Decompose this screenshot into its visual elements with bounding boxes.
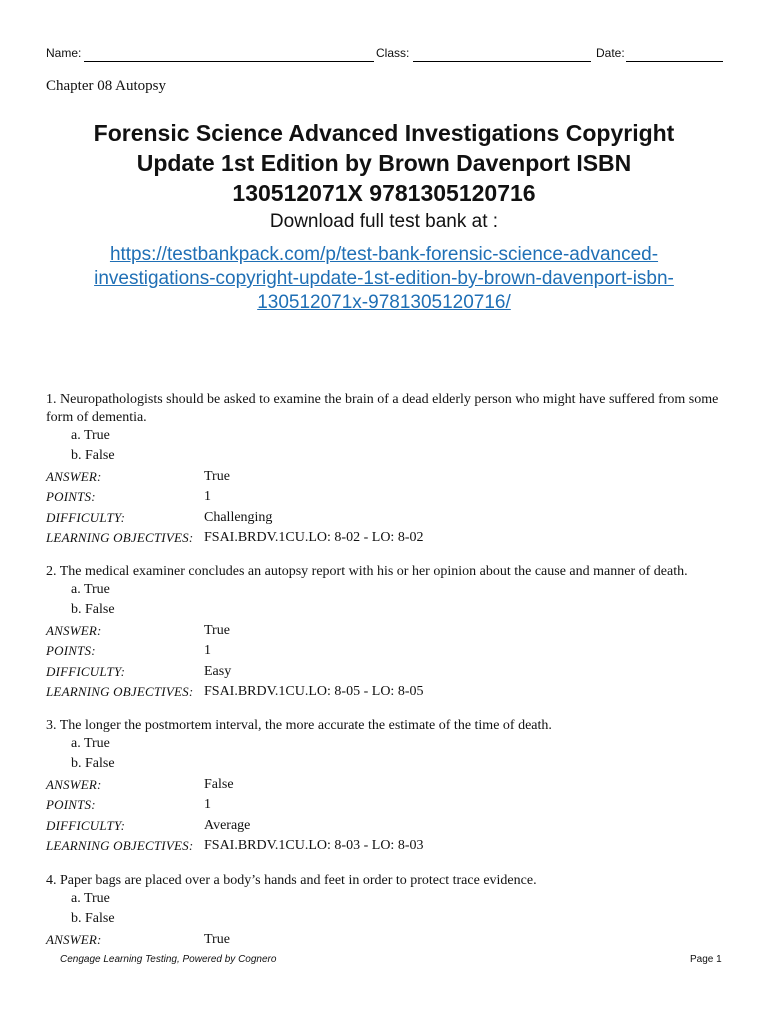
difficulty-label: DIFFICULTY: xyxy=(46,510,126,525)
answer-value: True xyxy=(204,932,230,947)
points-label: POINTS: xyxy=(46,489,96,504)
difficulty-value: Easy xyxy=(204,664,232,679)
download-text: Download full test bank at : xyxy=(269,211,499,232)
answer-value: True xyxy=(204,623,230,638)
date-label: Date: xyxy=(596,46,625,60)
answer-label: ANSWER: xyxy=(46,777,102,792)
difficulty-value: Average xyxy=(204,818,251,833)
question-1 xyxy=(46,391,726,551)
class-field-line[interactable] xyxy=(413,61,591,62)
question-text: 3. The longer the postmortem interval, the more accurate the estimate of the time of death. xyxy=(46,718,552,733)
points-label: POINTS: xyxy=(46,797,96,812)
choice-b: b. False xyxy=(71,602,115,617)
page-number: Page 1 xyxy=(690,954,722,965)
link-line[interactable]: 130512071x-9781305120716/ xyxy=(257,292,511,313)
points-value: 1 xyxy=(204,489,211,504)
objectives-label: LEARNING OBJECTIVES: xyxy=(46,684,194,699)
points-value: 1 xyxy=(204,643,211,658)
title-line: 130512071X 9781305120716 xyxy=(232,180,536,206)
document-title xyxy=(40,118,728,208)
difficulty-value: Challenging xyxy=(204,510,273,525)
objectives-label: LEARNING OBJECTIVES: xyxy=(46,530,194,545)
question-text: 2. The medical examiner concludes an autopsy report with his or her opinion about the cause and manner of death. xyxy=(46,564,688,579)
points-label: POINTS: xyxy=(46,643,96,658)
title-line: Update 1st Edition by Brown Davenport ISBN xyxy=(136,150,632,176)
points-value: 1 xyxy=(204,797,211,812)
answer-value: True xyxy=(204,469,230,484)
choice-a: a. True xyxy=(71,582,110,597)
student-info-row xyxy=(46,46,726,64)
question-2 xyxy=(46,563,726,703)
footer-credit: Cengage Learning Testing, Powered by Cognero xyxy=(60,954,277,965)
question-3 xyxy=(46,717,726,857)
objectives-value: FSAI.BRDV.1CU.LO: 8-02 - LO: 8-02 xyxy=(204,530,424,545)
objectives-value: FSAI.BRDV.1CU.LO: 8-05 - LO: 8-05 xyxy=(204,684,424,699)
test-bank-link[interactable] xyxy=(40,243,728,315)
difficulty-label: DIFFICULTY: xyxy=(46,664,126,679)
choice-a: a. True xyxy=(71,891,110,906)
question-4 xyxy=(46,872,726,952)
choice-a: a. True xyxy=(71,428,110,443)
question-text: 1. Neuropathologists should be asked to examine the brain of a dead elderly person who might have suffered from some form of dementia. xyxy=(46,392,719,425)
title-line: Forensic Science Advanced Investigations Copyright xyxy=(93,120,675,146)
choice-b: b. False xyxy=(71,911,115,926)
class-label: Class: xyxy=(376,46,410,60)
question-text: 4. Paper bags are placed over a body’s hands and feet in order to protect trace evidence. xyxy=(46,873,537,888)
difficulty-label: DIFFICULTY: xyxy=(46,818,126,833)
choice-b: b. False xyxy=(71,448,115,463)
chapter-heading: Chapter 08 Autopsy xyxy=(46,78,166,94)
choice-a: a. True xyxy=(71,736,110,751)
answer-label: ANSWER: xyxy=(46,932,102,947)
name-label: Name: xyxy=(46,46,82,60)
link-line[interactable]: investigations-copyright-update-1st-edition-by-brown-davenport-isbn- xyxy=(94,268,674,289)
answer-label: ANSWER: xyxy=(46,623,102,638)
objectives-value: FSAI.BRDV.1CU.LO: 8-03 - LO: 8-03 xyxy=(204,838,424,853)
name-field-line[interactable] xyxy=(84,61,374,62)
objectives-label: LEARNING OBJECTIVES: xyxy=(46,838,194,853)
choice-b: b. False xyxy=(71,756,115,771)
link-line[interactable]: https://testbankpack.com/p/test-bank-forensic-science-advanced- xyxy=(109,244,659,265)
answer-label: ANSWER: xyxy=(46,469,102,484)
date-field-line[interactable] xyxy=(626,61,723,62)
answer-value: False xyxy=(204,777,234,792)
